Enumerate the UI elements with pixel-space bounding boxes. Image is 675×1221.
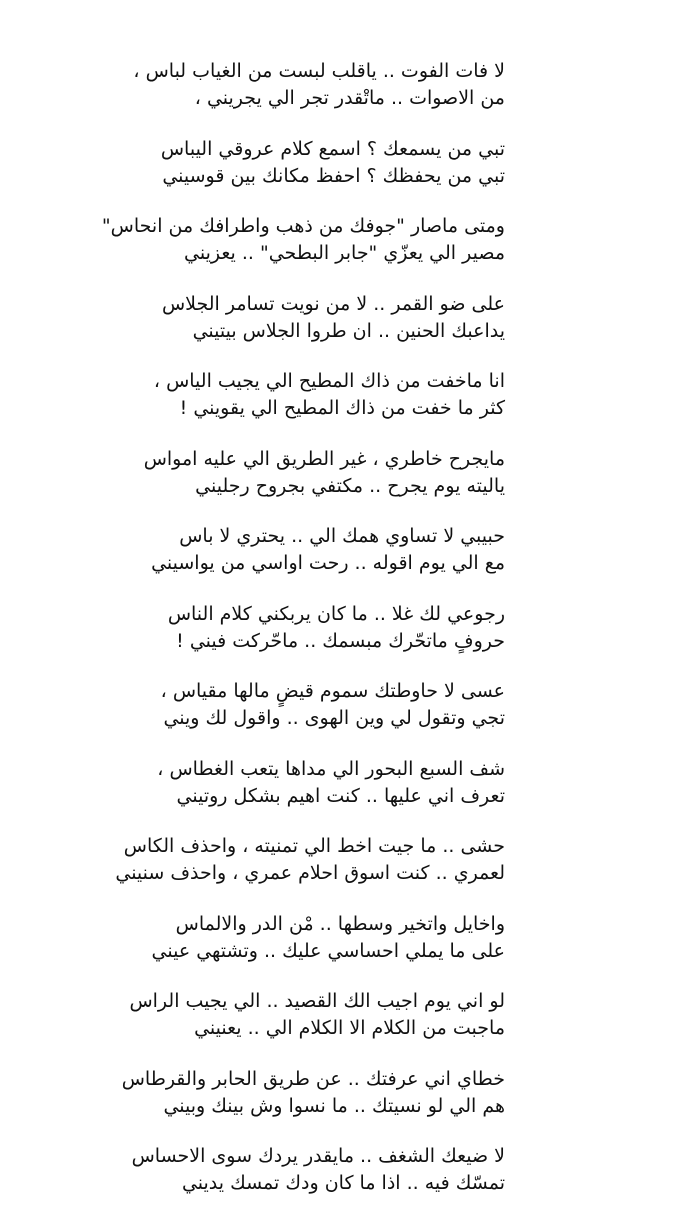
stanza bbox=[105, 756, 505, 810]
verse-line: حروفٍ ماتحّرك مبسمك .. ماحّركت فيني ! bbox=[176, 629, 505, 652]
verse-line: يداعبك الحنين .. ان طروا الجلاس بيتيني bbox=[192, 319, 505, 342]
verse-line: على ما يملي احساسي عليك .. وتشتهي عيني bbox=[151, 939, 505, 962]
verse-line: خطاي اني عرفتك .. عن طريق الحابر والقرطاس bbox=[121, 1067, 505, 1090]
stanza bbox=[105, 678, 505, 732]
stanza bbox=[105, 58, 505, 112]
verse-line: مصير الي يعزّي "جابر البطحي" .. يعزيني bbox=[184, 242, 505, 264]
verse-line: رجوعي لك غلا .. ما كان يربكني كلام الناس bbox=[167, 602, 505, 625]
stanza bbox=[105, 601, 505, 655]
stanza bbox=[105, 523, 505, 577]
verse-line: تمسّك فيه .. اذا ما كان ودك تمسك يديني bbox=[181, 1172, 505, 1194]
stanza bbox=[105, 911, 505, 965]
verse-line: مايجرح خاطري ، غير الطريق الي عليه امواس bbox=[143, 447, 505, 470]
stanza bbox=[105, 291, 505, 345]
stanza bbox=[105, 1066, 505, 1120]
verse-line: تبي من يحفظك ؟ احفظ مكانك بين قوسيني bbox=[162, 164, 505, 187]
verse-line: هم الي لو نسيتك .. ما نسوا وش بينك وبيني bbox=[163, 1094, 505, 1117]
verse-line: لعمري .. كنت اسوق احلام عمري ، واحذف سنيني bbox=[115, 862, 505, 884]
poem-text bbox=[101, 58, 505, 1221]
stanza bbox=[105, 988, 505, 1042]
verse-line: انا ماخفت من ذاك المطيح الي يجيب الياس ، bbox=[153, 370, 505, 392]
stanza bbox=[101, 213, 505, 267]
verse-line: ياليته يوم يجرح .. مكتفي بجروح رجليني bbox=[195, 474, 505, 497]
verse-line: مع الي يوم اقوله .. رحت اواسي من يواسيني bbox=[151, 552, 505, 574]
stanza bbox=[105, 368, 505, 422]
verse-line: عسى لا حاوطتك سموم قيضٍ مالها مقياس ، bbox=[160, 680, 505, 702]
verse-line: شف السبع البحور الي مداها يتعب الغطاس ، bbox=[157, 757, 505, 780]
verse-line: ومتى ماصار "جوفك من ذهب واطرافك من انحاس" bbox=[101, 215, 505, 237]
verse-line: لا فات الفوت .. ياقلب لبست من الغياب لباس ، bbox=[133, 60, 505, 82]
stanza bbox=[105, 1143, 505, 1197]
verse-line: لا ضيعك الشغف .. مايقدر يردك سوى الاحساس bbox=[131, 1145, 505, 1167]
verse-line: على ضو القمر .. لا من نويت تسامر الجلاس bbox=[161, 292, 505, 315]
stanza bbox=[105, 446, 505, 500]
stanza bbox=[105, 833, 505, 887]
verse-line: تعرف اني عليها .. كنت اهيم بشكل روتيني bbox=[176, 784, 505, 807]
stanza bbox=[105, 136, 505, 190]
verse-line: حشى .. ما جيت اخط الي تمنيته ، واحذف الكاس bbox=[123, 835, 505, 857]
verse-line: لو اني يوم اجيب الك القصيد .. الي يجيب الراس bbox=[129, 990, 505, 1012]
verse-line: ماجبت من الكلام الا الكلام الي .. يعنيني bbox=[194, 1017, 505, 1039]
verse-line: تجي وتقول لي وين الهوى .. واقول لك ويني bbox=[163, 707, 505, 729]
verse-line: كثر ما خفت من ذاك المطيح الي يقويني ! bbox=[179, 397, 505, 419]
verse-line: من الاصوات .. ماتْقدر تجر الي يجريني ، bbox=[194, 87, 505, 109]
verse-line: تبي من يسمعك ؟ اسمع كلام عروقي اليباس bbox=[160, 137, 505, 160]
verse-line: حبيبي لا تساوي همك الي .. يحتري لا باس bbox=[179, 525, 505, 547]
verse-line: واخايل واتخير وسطها .. مْن الدر والالماس bbox=[175, 912, 505, 935]
